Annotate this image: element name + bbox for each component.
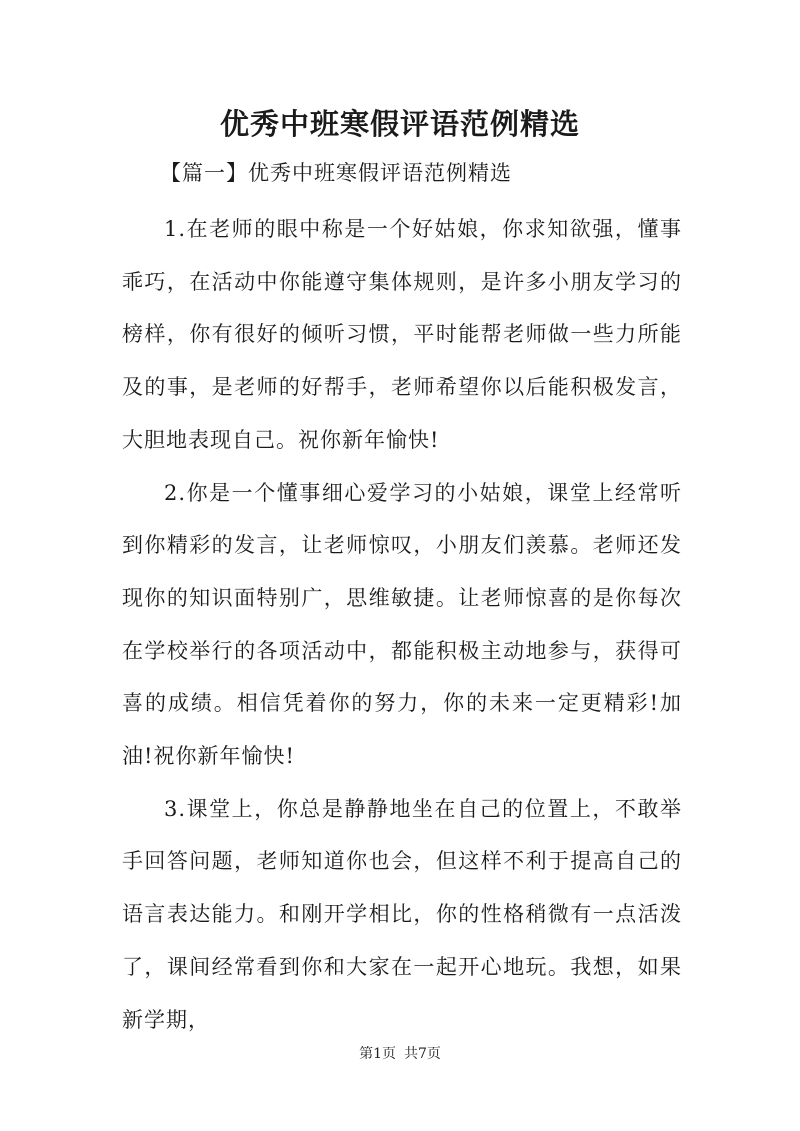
document-body <box>122 203 682 1046</box>
section-heading: 【篇一】优秀中班寒假评语范例精选 <box>160 161 512 185</box>
paragraph-2: 2.你是一个懂事细心爱学习的小姑娘，课堂上经常听到你精彩的发言，让老师惊叹，小朋友们羡慕。老师还发现你的知识面特别广，思维敏捷。让老师惊喜的是你每次在学校举行的各项活动中，都能积极主动地参与，获得可喜的成绩。相信凭着你的努力，你的未来一定更精彩!加油!祝你新年愉快! <box>122 480 682 769</box>
paragraph-1: 1.在老师的眼中称是一个好姑娘，你求知欲强，懂事乖巧，在活动中你能遵守集体规则，是许多小朋友学习的榜样，你有很好的倾听习惯，平时能帮老师做一些力所能及的事，是老师的好帮手，老师希望你以后能积极发言，大胆地表现自己。祝你新年愉快! <box>122 217 682 452</box>
page-footer <box>0 1044 800 1064</box>
page-number: 第1页 <box>359 1046 396 1062</box>
paragraph-3: 3.课堂上，你总是静静地坐在自己的位置上，不敢举手回答问题，老师知道你也会，但这样不利于提高自己的语言表达能力。和刚开学相比，你的性格稍微有一点活泼了，课间经常看到你和大家在一起开心地玩。我想，如果新学期， <box>122 796 682 1032</box>
document-title: 优秀中班寒假评语范例精选 <box>219 107 580 141</box>
page-total: 共7页 <box>404 1046 441 1062</box>
